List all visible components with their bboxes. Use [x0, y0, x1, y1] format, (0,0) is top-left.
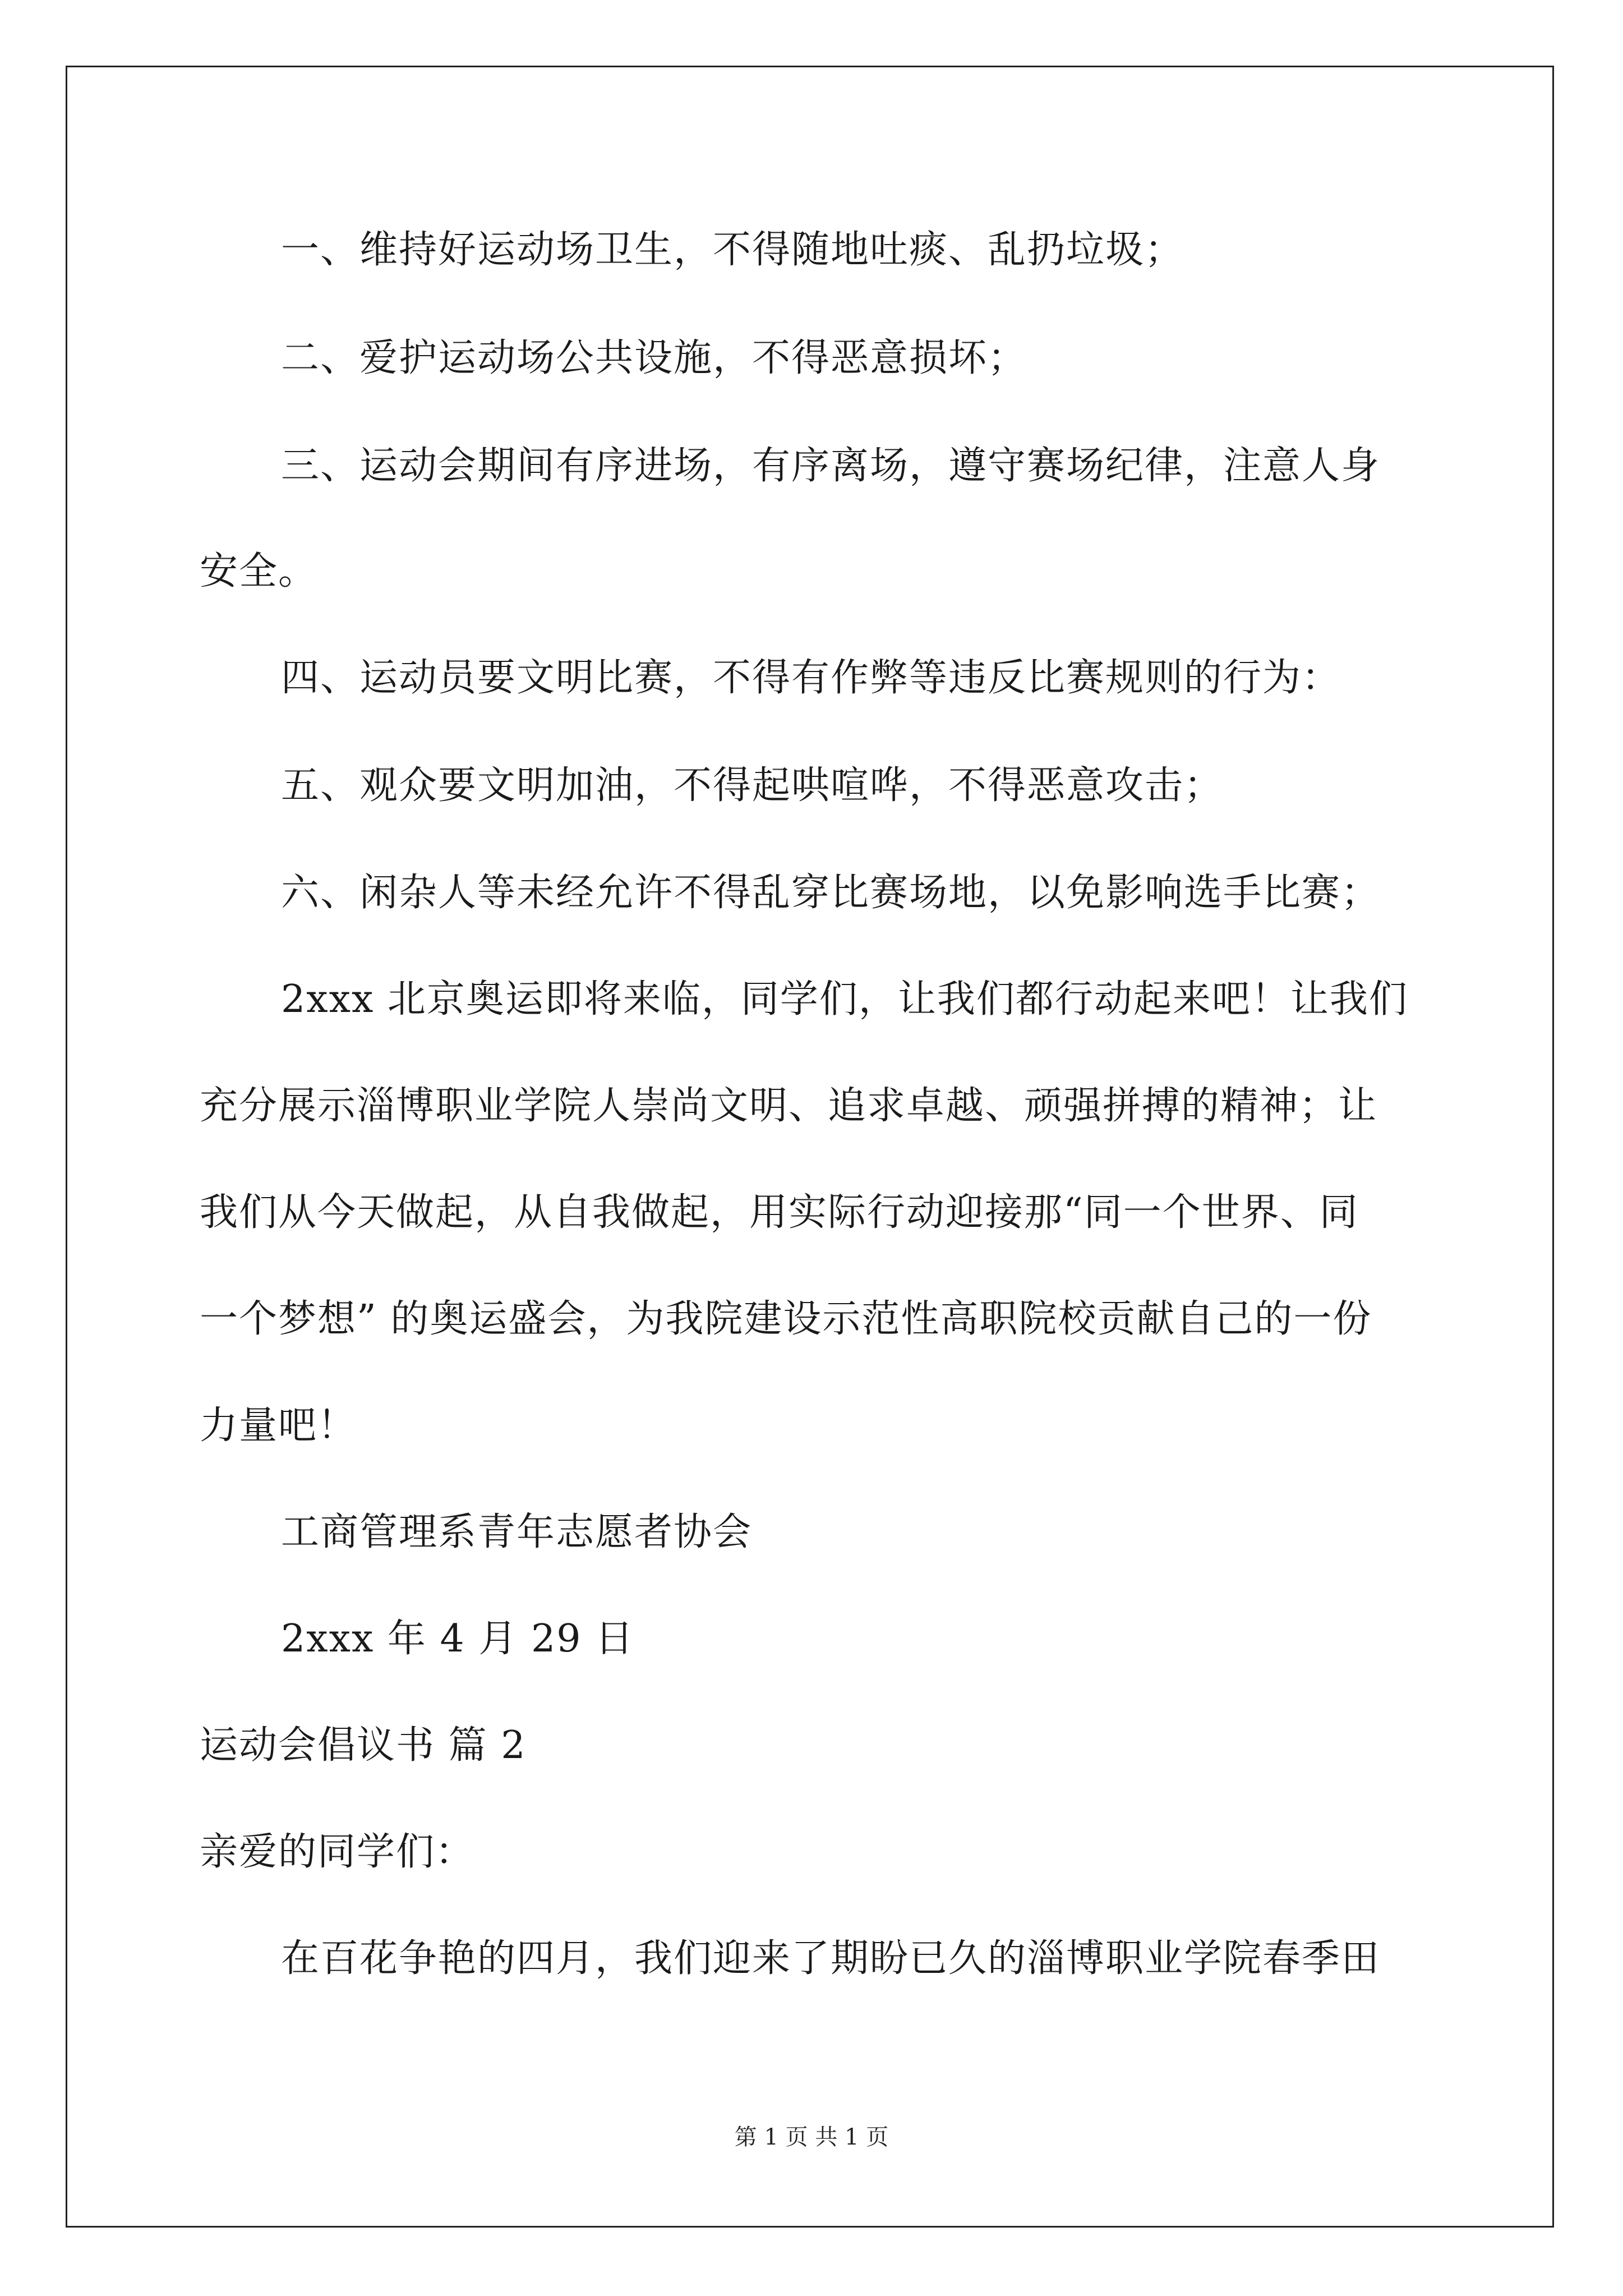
signature-date: 2xxx 年 4 月 29 日	[281, 1617, 635, 1661]
section-title: 运动会倡议书 篇 2	[200, 1723, 527, 1768]
rule-4: 四、运动员要文明比赛，不得有作弊等违反比赛规则的行为：	[281, 656, 1341, 700]
salutation: 亲爱的同学们：	[200, 1830, 475, 1874]
appeal-line-4: 一个梦想” 的奥运盛会，为我院建设示范性高职院校贡献自己的一份	[200, 1297, 1372, 1341]
rule-3-line-2: 安全。	[200, 549, 318, 593]
rule-3-line-1: 三、运动会期间有序进场，有序离场，遵守赛场纪律，注意人身	[281, 444, 1381, 488]
rule-6: 六、闲杂人等未经允许不得乱穿比赛场地，以免影响选手比赛；	[281, 871, 1381, 915]
appeal-line-2: 充分展示淄博职业学院人崇尚文明、追求卓越、顽强拼搏的精神；让	[200, 1084, 1378, 1128]
appeal-line-3: 我们从今天做起，从自我做起，用实际行动迎接那“同一个世界、同	[200, 1190, 1359, 1235]
signature-organization: 工商管理系青年志愿者协会	[281, 1510, 753, 1554]
section-2-line-1: 在百花争艳的四月，我们迎来了期盼已久的淄博职业学院春季田	[281, 1936, 1381, 1981]
rule-1: 一、维持好运动场卫生，不得随地吐痰、乱扔垃圾；	[281, 228, 1184, 272]
appeal-line-5: 力量吧！	[200, 1404, 357, 1448]
appeal-line-1: 2xxx 北京奥运即将来临，同学们，让我们都行动起来吧！让我们	[281, 977, 1408, 1022]
page-frame	[66, 66, 1554, 2228]
rule-5: 五、观众要文明加油，不得起哄喧哗，不得恶意攻击；	[281, 763, 1224, 808]
page-footer: 第 1 页 共 1 页	[734, 2124, 889, 2150]
rule-2: 二、爱护运动场公共设施，不得恶意损坏；	[281, 336, 1027, 380]
